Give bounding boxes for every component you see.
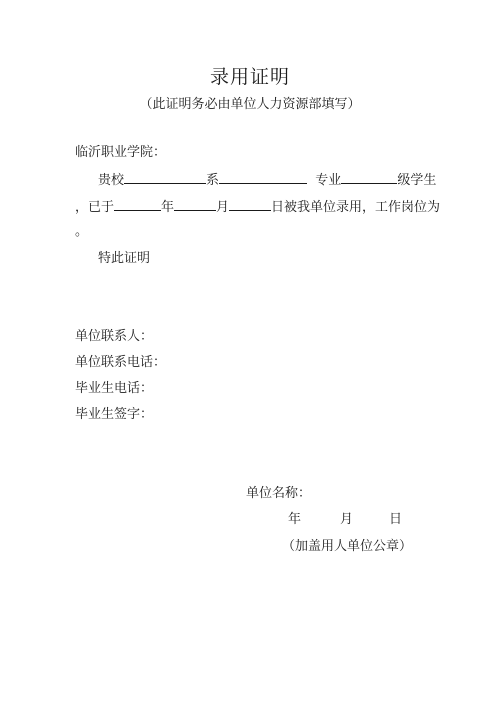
- document-subtitle: （此证明务必由单位人力资源部填写）: [139, 97, 361, 112]
- unit-name-label: 单位名称：: [246, 486, 312, 501]
- body-line-2: [75, 197, 440, 217]
- month-blank[interactable]: [174, 197, 216, 211]
- contact-field-label: 单位联系人：: [75, 329, 154, 344]
- year-blank[interactable]: [114, 197, 161, 211]
- date-month-label: 月: [340, 512, 354, 527]
- since-prefix: ，已于: [75, 200, 115, 215]
- day-blank[interactable]: [229, 197, 271, 211]
- recipient-line: 临沂职业学院：: [75, 145, 167, 160]
- grade-blank[interactable]: [341, 170, 397, 184]
- department-name-blank[interactable]: [219, 170, 307, 184]
- department-label: 系: [206, 173, 220, 188]
- grade-label: 级学生: [397, 173, 437, 188]
- certify-text: 特此证明: [98, 251, 151, 266]
- graduate-signature-field-label: 毕业生签字：: [75, 407, 154, 422]
- document-title: 录用证明: [209, 66, 290, 88]
- month-label: 月: [216, 200, 230, 215]
- hired-text: 日被我单位录用，工作岗位为: [271, 200, 441, 215]
- contact-phone-field-label: 单位联系电话：: [75, 355, 167, 370]
- graduate-phone-field-label: 毕业生电话：: [75, 381, 154, 396]
- year-label: 年: [161, 200, 175, 215]
- department-blank[interactable]: [124, 170, 206, 184]
- date-day-label: 日: [389, 512, 403, 527]
- body-line-1: [98, 170, 436, 190]
- seal-note: （加盖用人单位公章）: [282, 539, 413, 554]
- body-line-3: 。: [75, 224, 89, 239]
- date-year-label: 年: [288, 512, 302, 527]
- major-label: 专业: [315, 173, 342, 188]
- school-prefix: 贵校: [98, 173, 125, 188]
